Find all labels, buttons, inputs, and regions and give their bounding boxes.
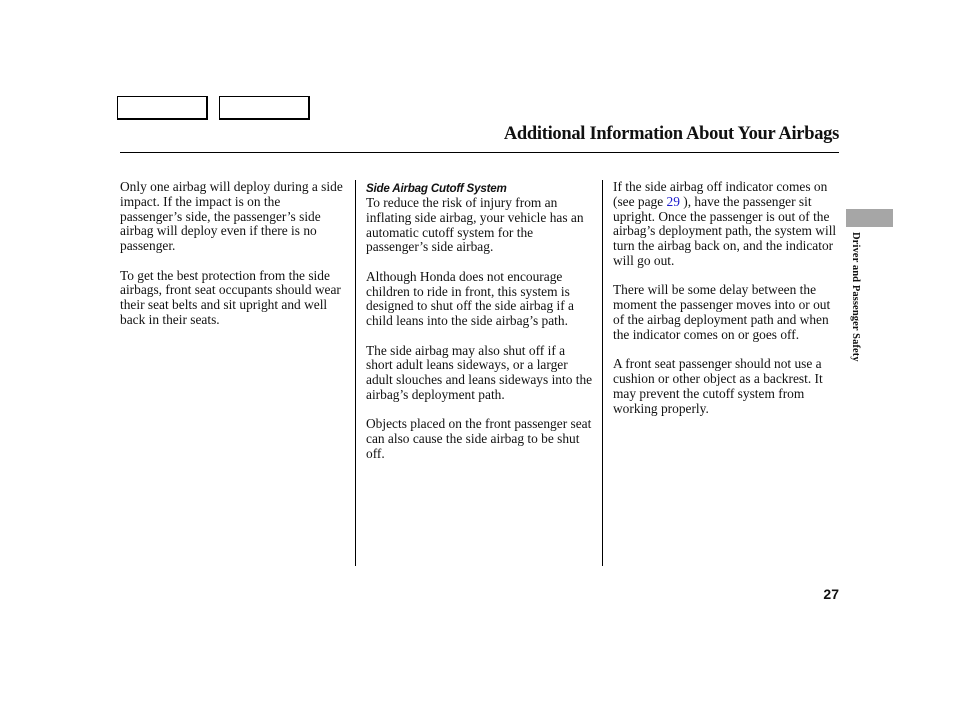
paragraph-text: If the side airbag off indicator comes on (see page [613, 179, 828, 209]
page-title: Additional Information About Your Airbags [503, 124, 839, 144]
paragraph: A front seat passenger should not use a cushion or other object as a backrest. It may prevent the cutoff system from working properly. [613, 356, 823, 416]
paragraph: The side airbag may also shut off if a short adult leans sideways, or a larger adult slouches and leans sideways into the airbag’s deployment path. [366, 342, 593, 402]
page-number: 27 [823, 586, 839, 602]
paragraph-with-link [613, 180, 839, 269]
paragraph: Although Honda does not encourage children to ride in front, this system is designed to shut off the side airbag if a child leans into the side airbag’s path. [366, 268, 574, 329]
paragraph: Objects placed on the front passenger seat can also cause the side airbag to be shut off. [366, 416, 592, 461]
paragraph: There will be some delay between the moment the passenger moves into or out of the airbag deployment path and when the indicator comes on or goes off. [613, 282, 831, 342]
title-divider [120, 152, 839, 153]
text-column-1 [120, 180, 344, 342]
column-divider [355, 180, 356, 566]
nav-button-previous[interactable] [117, 96, 208, 120]
section-subheading: Side Airbag Cutoff System [366, 182, 507, 195]
paragraph: To get the best protection from the side airbags, front seat occupants should wear their seat belts and sit upright and well back in their seats. [120, 267, 341, 327]
paragraph: To reduce the risk of injury from an inflating side airbag, your vehicle has an automatic cutoff system for the passenger’s side airbag. [366, 195, 584, 255]
text-column-2 [366, 180, 594, 476]
section-side-label: Driver and Passenger Safety [850, 232, 861, 362]
page-reference-link[interactable]: 29 [666, 193, 680, 209]
column-divider [602, 180, 603, 566]
section-tab[interactable] [846, 209, 893, 227]
nav-button-next[interactable] [219, 96, 310, 120]
paragraph-text: ), have the passenger sit upright. Once the passenger is out of the airbag’s deployment path, the system will turn the airbag back on, and the indicator will go out. [613, 193, 837, 268]
paragraph: Only one airbag will deploy during a side impact. If the impact is on the passenger’s side, the passenger’s side airbag will deploy even if there is no passenger. [120, 179, 343, 254]
text-column-3 [613, 180, 839, 431]
